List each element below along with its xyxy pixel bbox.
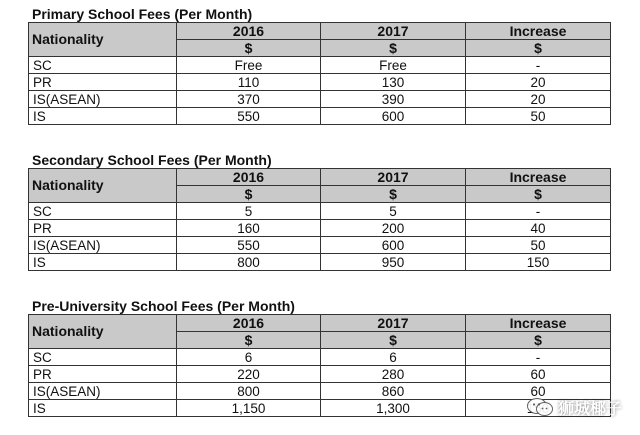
- nationality-cell: IS: [29, 400, 177, 417]
- fee-2016-cell: 220: [177, 366, 321, 383]
- col-unit: $: [321, 40, 466, 57]
- fee-2016-cell: 370: [177, 91, 321, 108]
- fee-2017-cell: 280: [321, 366, 466, 383]
- fee-2016-cell: 800: [177, 383, 321, 400]
- table-row: [29, 349, 611, 366]
- watermark: [526, 396, 622, 418]
- col-header-2017: 2017: [321, 315, 466, 332]
- col-header-increase: Increase: [466, 169, 611, 186]
- increase-cell: -: [466, 349, 611, 366]
- fee-2016-cell: 160: [177, 220, 321, 237]
- increase-cell: 50: [466, 108, 611, 125]
- col-header-increase: Increase: [466, 23, 611, 40]
- col-header-2017: 2017: [321, 169, 466, 186]
- col-header-2016: 2016: [177, 315, 321, 332]
- fee-2017-cell: 130: [321, 74, 466, 91]
- col-unit: $: [177, 186, 321, 203]
- nationality-cell: IS(ASEAN): [29, 91, 177, 108]
- fee-2016-cell: 1,150: [177, 400, 321, 417]
- fees-table: [28, 168, 611, 271]
- table-row: [29, 383, 611, 400]
- nationality-cell: SC: [29, 203, 177, 220]
- nationality-cell: PR: [29, 74, 177, 91]
- increase-cell: 60: [466, 366, 611, 383]
- col-header-increase: Increase: [466, 315, 611, 332]
- col-unit: $: [321, 332, 466, 349]
- nationality-cell: SC: [29, 57, 177, 74]
- col-unit: $: [177, 332, 321, 349]
- fee-2016-cell: Free: [177, 57, 321, 74]
- col-header-2016: 2016: [177, 169, 321, 186]
- col-unit: $: [466, 332, 611, 349]
- increase-cell: -: [466, 203, 611, 220]
- fee-2016-cell: 6: [177, 349, 321, 366]
- watermark-text: 狮城椰子: [557, 400, 622, 418]
- table-row: [29, 220, 611, 237]
- increase-cell: 50: [466, 237, 611, 254]
- increase-cell: 150: [466, 254, 611, 271]
- section-title: Pre-University School Fees (Per Month): [32, 298, 295, 314]
- table-row: [29, 203, 611, 220]
- nationality-header: Nationality: [29, 169, 177, 203]
- nationality-cell: IS: [29, 254, 177, 271]
- increase-cell: 60: [466, 383, 611, 400]
- table-row: [29, 400, 611, 417]
- col-unit: $: [466, 186, 611, 203]
- table-row: [29, 74, 611, 91]
- increase-cell: 20: [466, 91, 611, 108]
- col-unit: $: [177, 40, 321, 57]
- col-header-2017: 2017: [321, 23, 466, 40]
- section-title: Primary School Fees (Per Month): [32, 6, 253, 22]
- increase-cell: -: [466, 57, 611, 74]
- table-row: [29, 108, 611, 125]
- nationality-header: Nationality: [29, 23, 177, 57]
- fee-2017-cell: 200: [321, 220, 466, 237]
- fee-2016-cell: 5: [177, 203, 321, 220]
- fee-2017-cell: 390: [321, 91, 466, 108]
- fee-2016-cell: 550: [177, 108, 321, 125]
- fee-2017-cell: 950: [321, 254, 466, 271]
- nationality-cell: SC: [29, 349, 177, 366]
- nationality-cell: IS: [29, 108, 177, 125]
- table-row: [29, 237, 611, 254]
- wechat-icon: [526, 397, 554, 417]
- fee-2016-cell: 800: [177, 254, 321, 271]
- increase-cell: 40: [466, 220, 611, 237]
- table-row: [29, 57, 611, 74]
- table-row: [29, 254, 611, 271]
- fee-2016-cell: 110: [177, 74, 321, 91]
- fee-2017-cell: 6: [321, 349, 466, 366]
- fees-table: [28, 314, 611, 417]
- col-unit: $: [321, 186, 466, 203]
- nationality-cell: PR: [29, 366, 177, 383]
- table-row: [29, 91, 611, 108]
- fee-2017-cell: Free: [321, 57, 466, 74]
- fee-2017-cell: 5: [321, 203, 466, 220]
- fees-table: [28, 22, 611, 125]
- nationality-cell: IS(ASEAN): [29, 383, 177, 400]
- col-unit: $: [466, 40, 611, 57]
- section-title: Secondary School Fees (Per Month): [32, 152, 272, 168]
- fee-2016-cell: 550: [177, 237, 321, 254]
- table-row: [29, 366, 611, 383]
- col-header-2016: 2016: [177, 23, 321, 40]
- nationality-cell: PR: [29, 220, 177, 237]
- fee-2017-cell: 1,300: [321, 400, 466, 417]
- fee-2017-cell: 600: [321, 237, 466, 254]
- nationality-cell: IS(ASEAN): [29, 237, 177, 254]
- increase-cell: 20: [466, 74, 611, 91]
- nationality-header: Nationality: [29, 315, 177, 349]
- fee-2017-cell: 600: [321, 108, 466, 125]
- fee-2017-cell: 860: [321, 383, 466, 400]
